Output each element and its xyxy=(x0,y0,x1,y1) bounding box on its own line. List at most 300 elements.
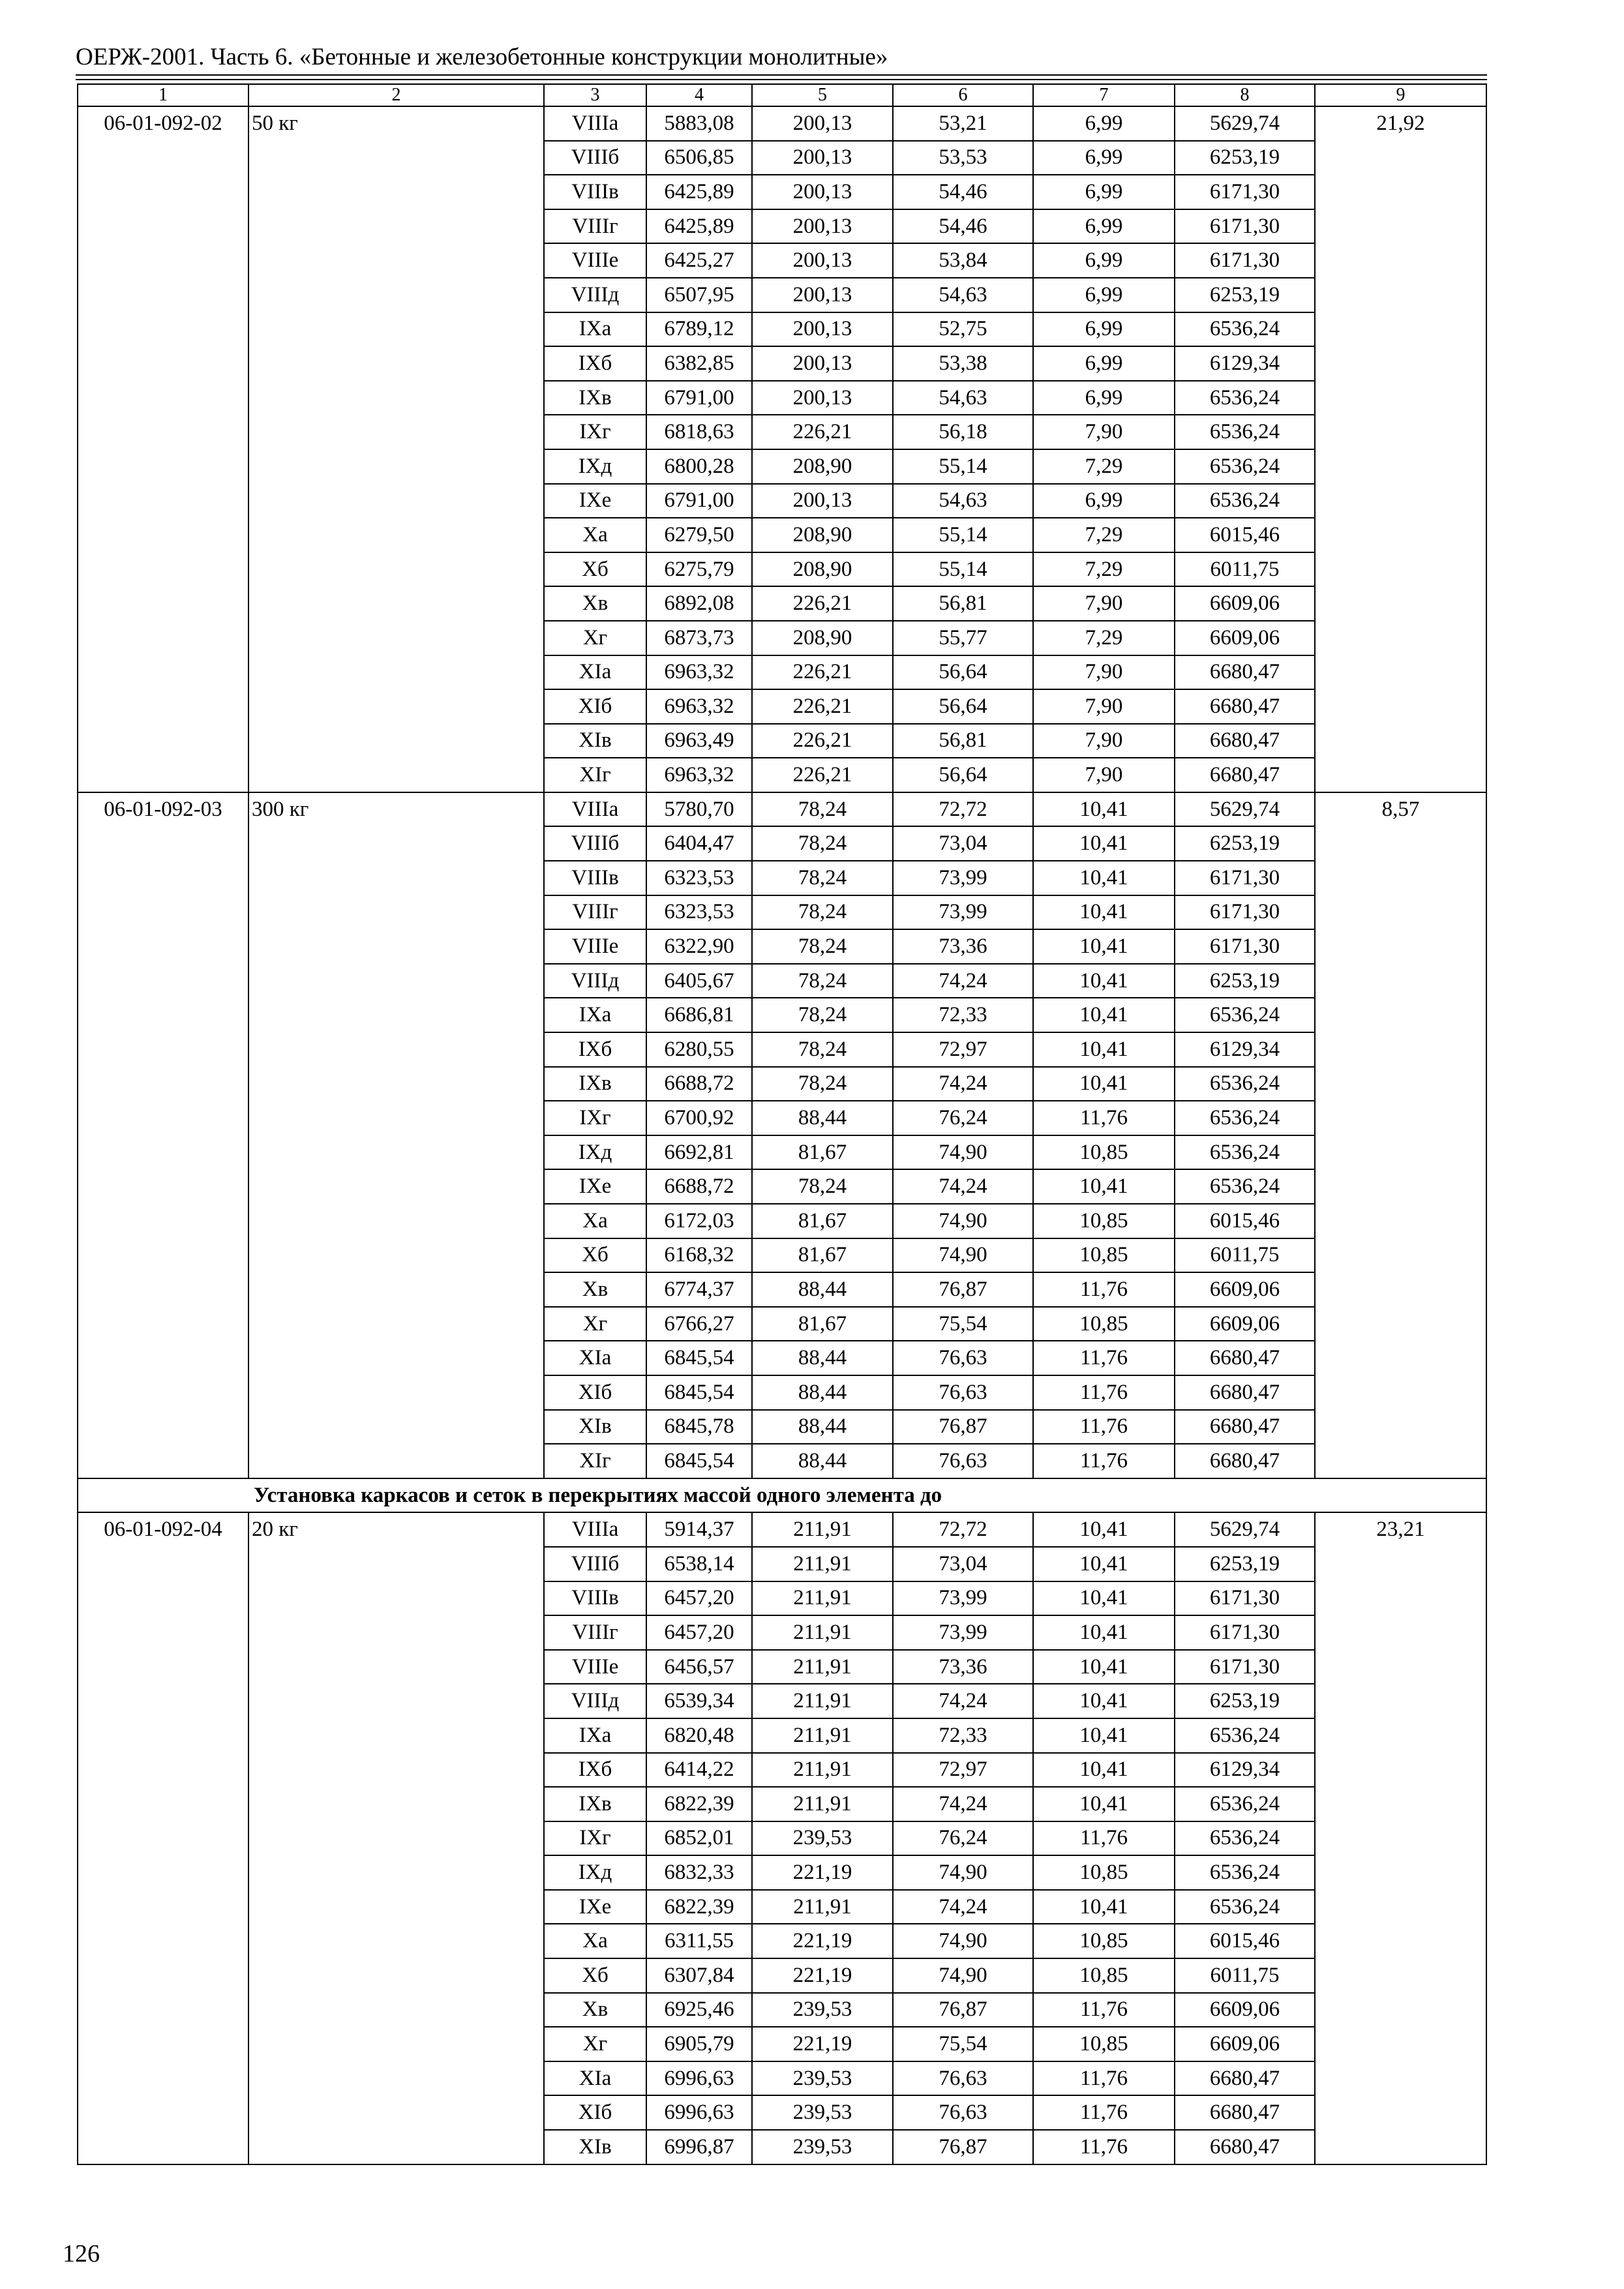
value-cell: 56,64 xyxy=(893,689,1033,724)
value-cell: 6253,19 xyxy=(1175,964,1315,998)
value-cell: 11,76 xyxy=(1033,1444,1175,1478)
region-cell: VIIIг xyxy=(544,895,646,930)
value-cell: 211,91 xyxy=(752,1684,893,1718)
value-cell: 6,99 xyxy=(1033,141,1175,175)
value-cell: 239,53 xyxy=(752,2095,893,2130)
value-cell: 6536,24 xyxy=(1175,1718,1315,1753)
value-cell: 10,85 xyxy=(1033,1855,1175,1890)
value-cell: 6171,30 xyxy=(1175,1581,1315,1616)
value-cell: 76,87 xyxy=(893,2130,1033,2164)
region-cell: IXг xyxy=(544,1101,646,1135)
column-number: 7 xyxy=(1033,84,1175,106)
value-cell: 6457,20 xyxy=(646,1581,752,1616)
value-cell: 6129,34 xyxy=(1175,1032,1315,1067)
value-cell: 6609,06 xyxy=(1175,1993,1315,2027)
value-cell: 6680,47 xyxy=(1175,1375,1315,1410)
value-cell: 81,67 xyxy=(752,1204,893,1238)
value-cell: 11,76 xyxy=(1033,1272,1175,1307)
region-cell: IXб xyxy=(544,1032,646,1067)
value-cell: 10,41 xyxy=(1033,861,1175,895)
value-cell: 81,67 xyxy=(752,1238,893,1273)
column-9-cell: 8,57 xyxy=(1315,792,1486,1478)
region-cell: XIв xyxy=(544,1410,646,1444)
region-cell: IXг xyxy=(544,1821,646,1856)
value-cell: 10,41 xyxy=(1033,895,1175,930)
value-cell: 6996,63 xyxy=(646,2061,752,2096)
value-cell: 6963,32 xyxy=(646,689,752,724)
value-cell: 6171,30 xyxy=(1175,929,1315,964)
value-cell: 10,41 xyxy=(1033,1615,1175,1650)
value-cell: 6,99 xyxy=(1033,243,1175,278)
value-cell: 73,36 xyxy=(893,1650,1033,1684)
value-cell: 6307,84 xyxy=(646,1958,752,1993)
value-cell: 10,41 xyxy=(1033,1169,1175,1204)
region-cell: XIб xyxy=(544,689,646,724)
table-row xyxy=(78,106,1486,141)
section-heading-row xyxy=(78,1478,1486,1513)
value-cell: 200,13 xyxy=(752,484,893,518)
value-cell: 226,21 xyxy=(752,586,893,621)
value-cell: 7,90 xyxy=(1033,655,1175,690)
value-cell: 78,24 xyxy=(752,964,893,998)
value-cell: 6692,81 xyxy=(646,1135,752,1170)
region-cell: Xа xyxy=(544,1924,646,1958)
value-cell: 6680,47 xyxy=(1175,2130,1315,2164)
price-table xyxy=(77,83,1487,2165)
value-cell: 10,41 xyxy=(1033,792,1175,827)
value-cell: 6015,46 xyxy=(1175,518,1315,552)
value-cell: 72,72 xyxy=(893,1512,1033,1547)
value-cell: 73,99 xyxy=(893,861,1033,895)
region-cell: XIб xyxy=(544,2095,646,2130)
region-cell: Xв xyxy=(544,586,646,621)
value-cell: 6404,47 xyxy=(646,826,752,861)
value-cell: 239,53 xyxy=(752,2061,893,2096)
value-cell: 53,38 xyxy=(893,346,1033,381)
value-cell: 78,24 xyxy=(752,929,893,964)
value-cell: 211,91 xyxy=(752,1787,893,1821)
value-cell: 6818,63 xyxy=(646,415,752,449)
value-cell: 55,14 xyxy=(893,552,1033,587)
value-cell: 11,76 xyxy=(1033,1410,1175,1444)
value-cell: 6323,53 xyxy=(646,861,752,895)
column-number: 1 xyxy=(78,84,248,106)
value-cell: 6,99 xyxy=(1033,381,1175,415)
value-cell: 211,91 xyxy=(752,1753,893,1788)
value-cell: 5629,74 xyxy=(1175,792,1315,827)
region-cell: IXв xyxy=(544,1067,646,1101)
value-cell: 221,19 xyxy=(752,1924,893,1958)
page-header-title: ОЕРЖ-2001. Часть 6. «Бетонные и железобетонные конструкции монолитные» xyxy=(76,44,888,70)
value-cell: 6171,30 xyxy=(1175,209,1315,244)
value-cell: 6311,55 xyxy=(646,1924,752,1958)
region-cell: IXа xyxy=(544,312,646,347)
value-cell: 7,29 xyxy=(1033,518,1175,552)
region-cell: XIа xyxy=(544,2061,646,2096)
value-cell: 6171,30 xyxy=(1175,1650,1315,1684)
value-cell: 74,90 xyxy=(893,1924,1033,1958)
value-cell: 200,13 xyxy=(752,243,893,278)
value-cell: 239,53 xyxy=(752,1821,893,1856)
region-cell: IXб xyxy=(544,346,646,381)
value-cell: 75,54 xyxy=(893,1307,1033,1341)
region-cell: IXе xyxy=(544,1890,646,1924)
value-cell: 211,91 xyxy=(752,1581,893,1616)
value-cell: 6456,57 xyxy=(646,1650,752,1684)
value-cell: 10,41 xyxy=(1033,929,1175,964)
value-cell: 55,77 xyxy=(893,621,1033,655)
value-cell: 74,90 xyxy=(893,1855,1033,1890)
value-cell: 6688,72 xyxy=(646,1169,752,1204)
value-cell: 11,76 xyxy=(1033,2095,1175,2130)
value-cell: 6425,89 xyxy=(646,175,752,209)
value-cell: 6536,24 xyxy=(1175,1101,1315,1135)
value-cell: 76,63 xyxy=(893,2095,1033,2130)
value-cell: 6925,46 xyxy=(646,1993,752,2027)
value-cell: 6609,06 xyxy=(1175,2027,1315,2061)
value-cell: 88,44 xyxy=(752,1375,893,1410)
region-cell: VIIIд xyxy=(544,1684,646,1718)
value-cell: 10,85 xyxy=(1033,1238,1175,1273)
value-cell: 211,91 xyxy=(752,1718,893,1753)
value-cell: 239,53 xyxy=(752,2130,893,2164)
value-cell: 53,84 xyxy=(893,243,1033,278)
value-cell: 6171,30 xyxy=(1175,1615,1315,1650)
region-cell: VIIIв xyxy=(544,1581,646,1616)
value-cell: 7,29 xyxy=(1033,552,1175,587)
value-cell: 6845,54 xyxy=(646,1444,752,1478)
value-cell: 88,44 xyxy=(752,1444,893,1478)
value-cell: 6,99 xyxy=(1033,175,1175,209)
value-cell: 76,87 xyxy=(893,1272,1033,1307)
value-cell: 54,46 xyxy=(893,175,1033,209)
value-cell: 5780,70 xyxy=(646,792,752,827)
column-9-cell: 21,92 xyxy=(1315,106,1486,792)
value-cell: 10,41 xyxy=(1033,998,1175,1032)
value-cell: 208,90 xyxy=(752,552,893,587)
value-cell: 226,21 xyxy=(752,724,893,758)
value-cell: 200,13 xyxy=(752,175,893,209)
value-cell: 6253,19 xyxy=(1175,141,1315,175)
column-number-row xyxy=(78,84,1486,106)
value-cell: 6766,27 xyxy=(646,1307,752,1341)
value-cell: 7,90 xyxy=(1033,586,1175,621)
region-cell: IXв xyxy=(544,1787,646,1821)
column-number: 5 xyxy=(752,84,893,106)
value-cell: 54,63 xyxy=(893,381,1033,415)
value-cell: 221,19 xyxy=(752,1855,893,1890)
region-cell: XIв xyxy=(544,2130,646,2164)
value-cell: 6536,24 xyxy=(1175,312,1315,347)
value-cell: 211,91 xyxy=(752,1890,893,1924)
value-cell: 74,90 xyxy=(893,1204,1033,1238)
value-cell: 10,41 xyxy=(1033,826,1175,861)
value-cell: 6425,27 xyxy=(646,243,752,278)
value-cell: 73,04 xyxy=(893,1547,1033,1581)
value-cell: 226,21 xyxy=(752,655,893,690)
value-cell: 76,63 xyxy=(893,2061,1033,2096)
region-cell: IXг xyxy=(544,415,646,449)
value-cell: 10,41 xyxy=(1033,1581,1175,1616)
value-cell: 11,76 xyxy=(1033,1993,1175,2027)
value-cell: 6680,47 xyxy=(1175,1341,1315,1375)
value-cell: 6253,19 xyxy=(1175,1547,1315,1581)
value-cell: 6688,72 xyxy=(646,1067,752,1101)
value-cell: 200,13 xyxy=(752,141,893,175)
value-cell: 7,90 xyxy=(1033,415,1175,449)
value-cell: 56,81 xyxy=(893,586,1033,621)
value-cell: 54,46 xyxy=(893,209,1033,244)
element-mass-cell: 20 кг xyxy=(248,1512,544,2164)
value-cell: 10,85 xyxy=(1033,1204,1175,1238)
value-cell: 6845,78 xyxy=(646,1410,752,1444)
value-cell: 78,24 xyxy=(752,826,893,861)
value-cell: 74,24 xyxy=(893,1169,1033,1204)
value-cell: 53,21 xyxy=(893,106,1033,141)
value-cell: 6791,00 xyxy=(646,484,752,518)
value-cell: 6822,39 xyxy=(646,1787,752,1821)
value-cell: 5914,37 xyxy=(646,1512,752,1547)
value-cell: 78,24 xyxy=(752,895,893,930)
region-cell: IXд xyxy=(544,1855,646,1890)
region-cell: Xа xyxy=(544,1204,646,1238)
value-cell: 78,24 xyxy=(752,1067,893,1101)
value-cell: 6536,24 xyxy=(1175,1135,1315,1170)
region-cell: VIIIа xyxy=(544,792,646,827)
value-cell: 6536,24 xyxy=(1175,449,1315,484)
value-cell: 6892,08 xyxy=(646,586,752,621)
value-cell: 6791,00 xyxy=(646,381,752,415)
value-cell: 72,33 xyxy=(893,1718,1033,1753)
region-cell: Xа xyxy=(544,518,646,552)
region-cell: VIIIд xyxy=(544,278,646,312)
region-cell: XIб xyxy=(544,1375,646,1410)
value-cell: 6680,47 xyxy=(1175,758,1315,792)
value-cell: 6507,95 xyxy=(646,278,752,312)
value-cell: 54,63 xyxy=(893,278,1033,312)
value-cell: 10,41 xyxy=(1033,1547,1175,1581)
value-cell: 6,99 xyxy=(1033,106,1175,141)
value-cell: 6680,47 xyxy=(1175,2095,1315,2130)
value-cell: 78,24 xyxy=(752,1032,893,1067)
value-cell: 11,76 xyxy=(1033,1375,1175,1410)
value-cell: 6996,87 xyxy=(646,2130,752,2164)
value-cell: 6832,33 xyxy=(646,1855,752,1890)
value-cell: 6800,28 xyxy=(646,449,752,484)
value-cell: 6963,32 xyxy=(646,758,752,792)
column-9-cell: 23,21 xyxy=(1315,1512,1486,2164)
region-cell: VIIIб xyxy=(544,141,646,175)
table-row xyxy=(78,1512,1486,1547)
value-cell: 6536,24 xyxy=(1175,1169,1315,1204)
value-cell: 6820,48 xyxy=(646,1718,752,1753)
region-cell: XIа xyxy=(544,655,646,690)
value-cell: 10,41 xyxy=(1033,1650,1175,1684)
region-cell: Xв xyxy=(544,1272,646,1307)
value-cell: 6275,79 xyxy=(646,552,752,587)
value-cell: 221,19 xyxy=(752,2027,893,2061)
value-cell: 78,24 xyxy=(752,998,893,1032)
value-cell: 75,54 xyxy=(893,2027,1033,2061)
value-cell: 6015,46 xyxy=(1175,1204,1315,1238)
region-cell: IXв xyxy=(544,381,646,415)
value-cell: 200,13 xyxy=(752,209,893,244)
value-cell: 226,21 xyxy=(752,758,893,792)
value-cell: 6405,67 xyxy=(646,964,752,998)
value-cell: 208,90 xyxy=(752,449,893,484)
value-cell: 6011,75 xyxy=(1175,1958,1315,1993)
value-cell: 239,53 xyxy=(752,1993,893,2027)
value-cell: 74,24 xyxy=(893,1890,1033,1924)
region-cell: XIа xyxy=(544,1341,646,1375)
value-cell: 88,44 xyxy=(752,1272,893,1307)
value-cell: 78,24 xyxy=(752,861,893,895)
value-cell: 6168,32 xyxy=(646,1238,752,1273)
value-cell: 6129,34 xyxy=(1175,1753,1315,1788)
value-cell: 6996,63 xyxy=(646,2095,752,2130)
value-cell: 11,76 xyxy=(1033,2130,1175,2164)
value-cell: 6322,90 xyxy=(646,929,752,964)
region-cell: XIг xyxy=(544,758,646,792)
region-cell: VIIIе xyxy=(544,243,646,278)
value-cell: 74,90 xyxy=(893,1135,1033,1170)
value-cell: 6536,24 xyxy=(1175,1855,1315,1890)
value-cell: 7,90 xyxy=(1033,724,1175,758)
region-cell: VIIIв xyxy=(544,861,646,895)
value-cell: 211,91 xyxy=(752,1547,893,1581)
value-cell: 6686,81 xyxy=(646,998,752,1032)
value-cell: 6680,47 xyxy=(1175,1410,1315,1444)
value-cell: 78,24 xyxy=(752,1169,893,1204)
value-cell: 6,99 xyxy=(1033,484,1175,518)
value-cell: 76,24 xyxy=(893,1821,1033,1856)
element-mass-cell: 50 кг xyxy=(248,106,544,792)
value-cell: 6536,24 xyxy=(1175,381,1315,415)
value-cell: 6680,47 xyxy=(1175,2061,1315,2096)
value-cell: 10,41 xyxy=(1033,1787,1175,1821)
value-cell: 6414,22 xyxy=(646,1753,752,1788)
value-cell: 10,41 xyxy=(1033,1890,1175,1924)
value-cell: 53,53 xyxy=(893,141,1033,175)
value-cell: 76,63 xyxy=(893,1341,1033,1375)
region-cell: IXа xyxy=(544,998,646,1032)
region-cell: Xб xyxy=(544,552,646,587)
value-cell: 6680,47 xyxy=(1175,1444,1315,1478)
region-cell: XIг xyxy=(544,1444,646,1478)
value-cell: 81,67 xyxy=(752,1135,893,1170)
value-cell: 6253,19 xyxy=(1175,278,1315,312)
value-cell: 6011,75 xyxy=(1175,1238,1315,1273)
value-cell: 10,85 xyxy=(1033,1307,1175,1341)
value-cell: 6963,32 xyxy=(646,655,752,690)
value-cell: 200,13 xyxy=(752,278,893,312)
value-cell: 6700,92 xyxy=(646,1101,752,1135)
value-cell: 10,85 xyxy=(1033,1958,1175,1993)
value-cell: 211,91 xyxy=(752,1512,893,1547)
value-cell: 5883,08 xyxy=(646,106,752,141)
value-cell: 6,99 xyxy=(1033,312,1175,347)
region-cell: VIIIг xyxy=(544,209,646,244)
column-number: 9 xyxy=(1315,84,1486,106)
value-cell: 6171,30 xyxy=(1175,243,1315,278)
region-cell: VIIIв xyxy=(544,175,646,209)
value-cell: 88,44 xyxy=(752,1101,893,1135)
column-number: 2 xyxy=(248,84,544,106)
value-cell: 6172,03 xyxy=(646,1204,752,1238)
value-cell: 73,36 xyxy=(893,929,1033,964)
value-cell: 55,14 xyxy=(893,449,1033,484)
value-cell: 55,14 xyxy=(893,518,1033,552)
value-cell: 10,41 xyxy=(1033,1032,1175,1067)
rate-code-cell: 06-01-092-02 xyxy=(78,106,248,792)
value-cell: 72,97 xyxy=(893,1032,1033,1067)
region-cell: Xг xyxy=(544,2027,646,2061)
value-cell: 6171,30 xyxy=(1175,861,1315,895)
value-cell: 76,24 xyxy=(893,1101,1033,1135)
value-cell: 200,13 xyxy=(752,381,893,415)
region-cell: VIIIе xyxy=(544,1650,646,1684)
value-cell: 88,44 xyxy=(752,1410,893,1444)
region-cell: VIIIб xyxy=(544,1547,646,1581)
value-cell: 6905,79 xyxy=(646,2027,752,2061)
value-cell: 11,76 xyxy=(1033,1101,1175,1135)
column-number: 8 xyxy=(1175,84,1315,106)
value-cell: 6,99 xyxy=(1033,346,1175,381)
value-cell: 6425,89 xyxy=(646,209,752,244)
table-row xyxy=(78,792,1486,827)
page-number: 126 xyxy=(63,2240,100,2267)
value-cell: 6774,37 xyxy=(646,1272,752,1307)
region-cell: VIIIа xyxy=(544,106,646,141)
value-cell: 7,29 xyxy=(1033,621,1175,655)
element-mass-cell: 300 кг xyxy=(248,792,544,1478)
value-cell: 74,90 xyxy=(893,1238,1033,1273)
section-heading-cell xyxy=(78,1478,1486,1513)
value-cell: 211,91 xyxy=(752,1615,893,1650)
value-cell: 6789,12 xyxy=(646,312,752,347)
value-cell: 7,29 xyxy=(1033,449,1175,484)
value-cell: 6680,47 xyxy=(1175,689,1315,724)
header-rule xyxy=(76,79,1487,80)
value-cell: 6506,85 xyxy=(646,141,752,175)
region-cell: VIIIб xyxy=(544,826,646,861)
value-cell: 226,21 xyxy=(752,415,893,449)
value-cell: 6536,24 xyxy=(1175,1890,1315,1924)
value-cell: 6536,24 xyxy=(1175,1787,1315,1821)
value-cell: 11,76 xyxy=(1033,2061,1175,2096)
value-cell: 6280,55 xyxy=(646,1032,752,1067)
value-cell: 56,81 xyxy=(893,724,1033,758)
value-cell: 6536,24 xyxy=(1175,1821,1315,1856)
value-cell: 78,24 xyxy=(752,792,893,827)
region-cell: IXе xyxy=(544,1169,646,1204)
value-cell: 76,87 xyxy=(893,1410,1033,1444)
column-number: 6 xyxy=(893,84,1033,106)
value-cell: 6963,49 xyxy=(646,724,752,758)
value-cell: 10,85 xyxy=(1033,2027,1175,2061)
value-cell: 6,99 xyxy=(1033,209,1175,244)
value-cell: 72,97 xyxy=(893,1753,1033,1788)
value-cell: 73,04 xyxy=(893,826,1033,861)
value-cell: 73,99 xyxy=(893,895,1033,930)
column-number: 4 xyxy=(646,84,752,106)
value-cell: 6845,54 xyxy=(646,1375,752,1410)
value-cell: 10,85 xyxy=(1033,1924,1175,1958)
value-cell: 88,44 xyxy=(752,1341,893,1375)
value-cell: 6536,24 xyxy=(1175,484,1315,518)
value-cell: 6852,01 xyxy=(646,1821,752,1856)
value-cell: 7,90 xyxy=(1033,758,1175,792)
